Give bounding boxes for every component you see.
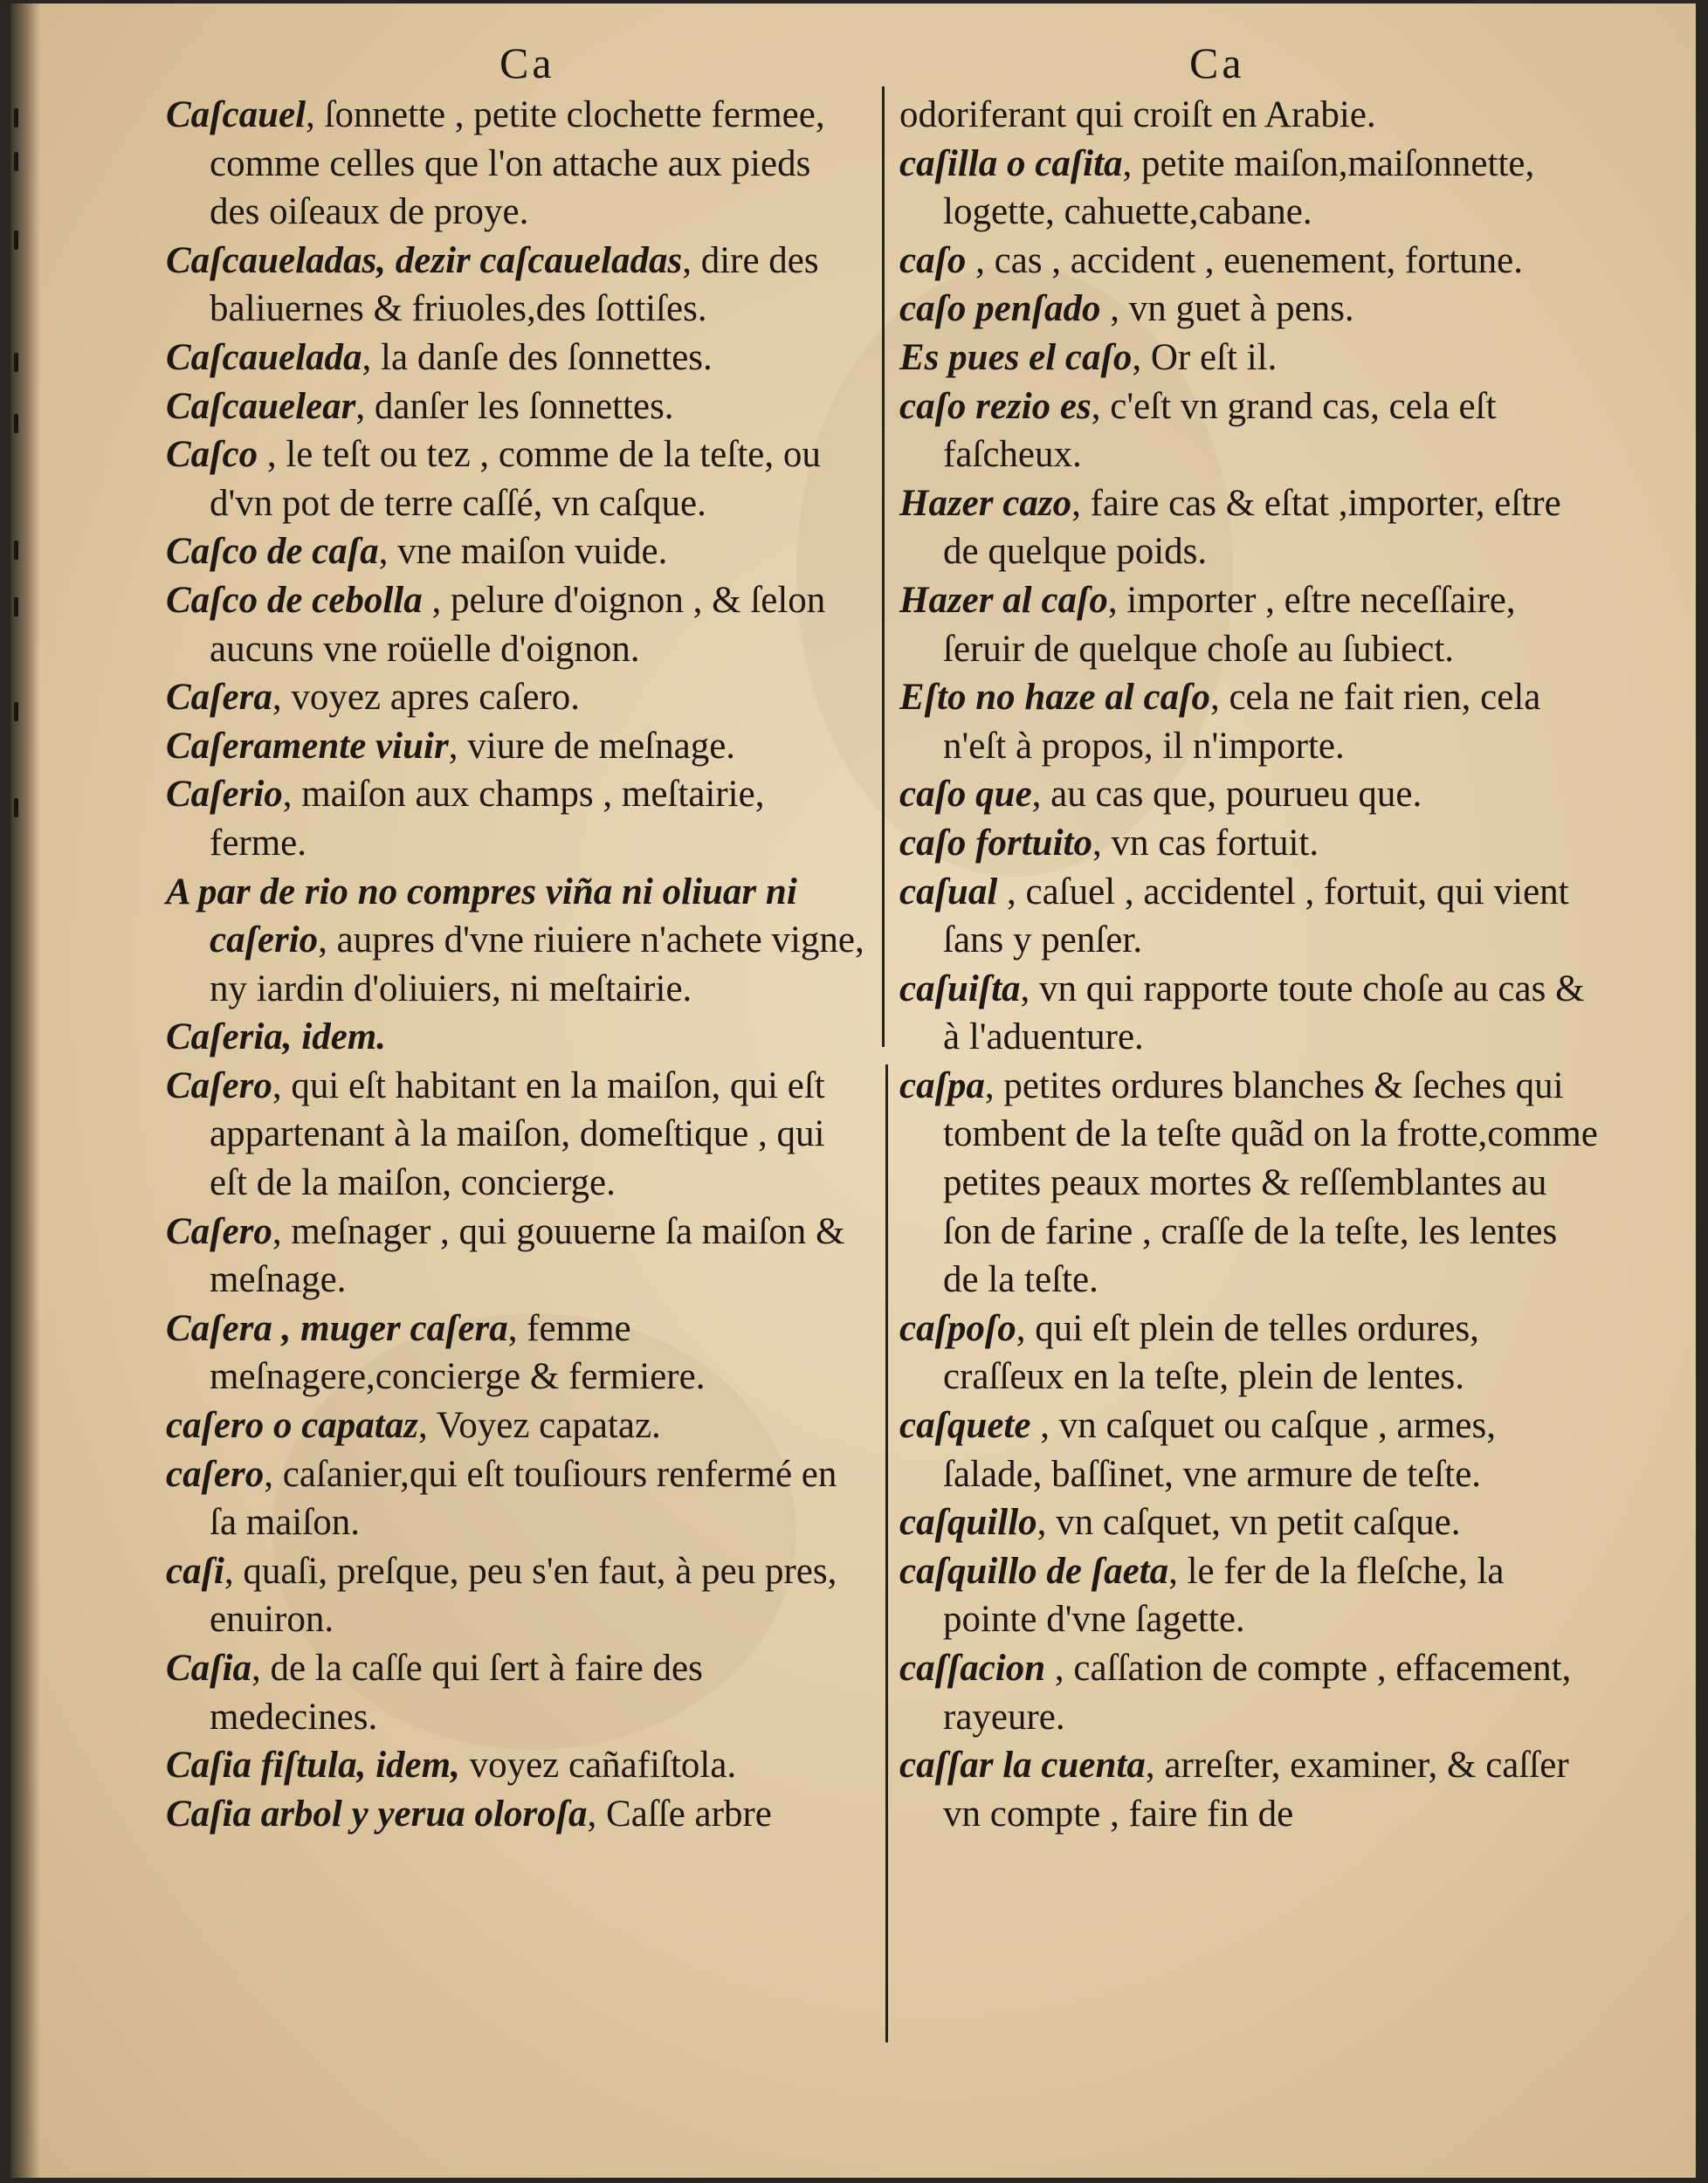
right-column [899,91,1598,1838]
dictionary-entry [166,1062,864,1208]
entry-definition: , femme meſnagere,concierge & fermiere. [210,1307,706,1398]
entry-headword: Caſia fiſtula, idem, [166,1745,460,1787]
entry-headword: caſquete [899,1405,1031,1447]
entry-headword: caſquillo [899,1502,1037,1544]
entry-definition: , vn caſquet, vn petit caſque. [1037,1502,1461,1544]
entry-headword: Caſeramente viuir [166,725,449,767]
dictionary-entry [166,1741,864,1790]
dictionary-entry [899,285,1598,334]
entry-definition: , vn guet à pens. [1100,288,1354,330]
entry-definition: , Voyez capataz. [418,1405,661,1447]
entry-headword: Caſia arbol y yerua oloroſa [166,1793,588,1835]
left-column [166,91,864,1838]
dictionary-entry [166,334,864,382]
entry-headword: Caſia [166,1648,251,1689]
entry-definition: , danſer les ſonnettes. [355,385,674,427]
entry-headword: Hazer al caſo [899,579,1108,621]
entry-definition: , aupres d'vne riuiere n'achete vigne, ny iardin d'oliuiers, ni meſtairie. [210,919,864,1009]
entry-definition: , caſſation de compte , effacement, rayeure. [943,1648,1572,1738]
entry-headword: Es pues el caſo [899,336,1133,378]
dictionary-entry [899,819,1598,868]
entry-definition: odoriferant qui croiſt en Arabie. [899,94,1376,135]
entry-headword: caſero [166,1453,265,1495]
entry-definition: , maiſon aux champs , meſtairie, ferme. [210,774,765,864]
entry-headword: Hazer cazo [899,482,1072,524]
entry-definition: , arreſter, examiner, & caſſer vn compte , faire fin de [943,1745,1569,1835]
dictionary-entry [166,1547,864,1644]
dictionary-entry [166,430,864,527]
entry-headword: Eſto no haze al caſo [899,677,1210,719]
entry-headword: Caſeria, idem. [166,1016,386,1058]
entry-headword: caſero o capataz [166,1405,418,1447]
entry-headword: Caſcauelada [166,336,362,378]
entry-definition: , importer , eſtre neceſſaire, ſeruir de quelque choſe au ſubiect. [943,579,1516,670]
entry-headword: Caſerio [166,774,283,816]
entry-definition: , au cas que, pourueu que. [1031,774,1422,816]
entry-definition: , vn qui rapporte toute choſe au cas & à l'aduenture. [943,968,1585,1058]
dictionary-page [10,3,1696,2178]
entry-definition: , caſuel , accidentel , fortuit, qui vient ſans y penſer. [943,871,1569,961]
left-column-header: Ca [499,38,555,87]
dictionary-entry [899,1741,1598,1838]
entry-headword: caſſar la cuenta [899,1745,1146,1787]
column-divider-lower [885,1064,888,2042]
entry-headword: caſi [166,1550,224,1592]
dictionary-entry [899,479,1598,576]
entry-definition: , meſnager , qui gouuerne ſa maiſon & meſnage. [210,1210,845,1301]
dictionary-entry [899,1062,1598,1305]
entry-definition: , voyez apres caſero. [272,677,580,719]
dictionary-entry [899,140,1598,237]
dictionary-entry [899,91,1598,140]
dictionary-entry [166,1013,864,1062]
entry-definition: , faire cas & eſtat ,importer, eſtre de quelque poids. [943,482,1561,573]
dictionary-entry [899,1498,1598,1547]
entry-headword: Caſera [166,677,272,719]
dictionary-entry [899,237,1598,286]
entry-headword: Caſcauel [166,94,306,135]
entry-headword: caſquillo de ſaeta [899,1550,1169,1592]
entry-definition: , petites ordures blanches & ſeches qui tombent de la teſte quãd on la frotte,comme petites peaux mortes & reſſemblantes au ſon de farine , craſſe de la teſte, les lentes de la teſte. [943,1064,1598,1301]
entry-definition: , de la caſſe qui ſert à faire des medecines. [210,1648,703,1738]
entry-definition: , cas , accident , euenement, fortune. [966,239,1523,281]
facing-page-edge [14,3,31,2178]
entry-headword: caſo rezio es [899,385,1092,427]
dictionary-entry [899,576,1598,673]
entry-headword: caſſacion [899,1648,1046,1689]
entry-definition: , qui eſt habitant en la maiſon, qui eſt appartenant à la maiſon, domeſtique , qui eſt de la maiſon, concierge. [210,1064,825,1204]
entry-headword: Caſco de caſa [166,531,379,573]
dictionary-entry [899,673,1598,770]
entry-headword: caſo que [899,774,1032,816]
entry-definition: , dire des baliuernes & friuoles,des ſottiſes. [210,239,819,330]
entry-definition: , vn cas fortuit. [1092,822,1319,864]
entry-definition: , c'eſt vn grand cas, cela eſt faſcheux. [943,385,1497,476]
dictionary-entry [166,1305,864,1401]
dictionary-entry [166,91,864,237]
dictionary-entry [166,576,864,673]
entry-definition: , quaſi, preſque, peu s'en faut, à peu pres, enuiron. [210,1550,837,1641]
entry-headword: Caſera , muger caſera [166,1307,508,1349]
entry-headword: Caſero [166,1210,272,1252]
dictionary-entry [166,527,864,576]
dictionary-entry [166,1450,864,1547]
entry-definition: , pelure d'oignon , & ſelon aucuns vne roüelle d'oignon. [210,579,826,670]
dictionary-entry [166,770,864,867]
dictionary-entry [899,1401,1598,1498]
entry-headword: Caſco [166,434,258,476]
entry-definition: , la danſe des ſonnettes. [362,336,713,378]
entry-headword: A par de rio no compres viña ni oliuar ni caſerio [166,871,797,961]
entry-definition: , viure de meſnage. [448,725,736,767]
entry-headword: Caſero [166,1064,272,1106]
dictionary-entry [899,770,1598,819]
column-divider-upper [882,86,885,1047]
right-column-header: Ca [1189,38,1245,87]
entry-definition: , vne maiſon vuide. [378,531,668,573]
dictionary-entry [899,965,1598,1062]
dictionary-entry [166,673,864,722]
dictionary-entry [899,1644,1598,1741]
entry-headword: caſo fortuito [899,822,1092,864]
dictionary-entry [899,1305,1598,1401]
dictionary-entry [166,868,864,1014]
entry-definition: , petite maiſon,maiſonnette, logette, cahuette,cabane. [943,142,1535,233]
entry-definition: , caſanier,qui eſt touſiours renfermé en ſa maiſon. [210,1453,837,1544]
entry-headword: caſo [899,239,967,281]
dictionary-entry [166,722,864,771]
entry-definition: , vn caſquet ou caſque , armes, ſalade, baſſinet, vne armure de teſte. [943,1405,1496,1495]
entry-headword: caſo penſado [899,288,1101,330]
entry-definition: voyez cañafiſtola. [459,1745,737,1787]
dictionary-entry [166,1644,864,1741]
entry-headword: Caſcauelear [166,385,356,427]
dictionary-entry [166,237,864,334]
entry-definition: , Caſſe arbre [587,1793,772,1835]
entry-definition: , ſonnette , petite clochette fermee, comme celles que l'on attache aux pieds des oiſeaux de proye. [210,94,825,233]
dictionary-entry [899,868,1598,965]
entry-headword: caſual [899,871,998,912]
entry-headword: caſuiſta [899,968,1021,1009]
dictionary-entry [166,382,864,431]
entry-definition: , le teſt ou tez , comme de la teſte, ou d'vn pot de terre caſſé, vn caſque. [210,434,821,524]
dictionary-entry [166,1208,864,1305]
dictionary-entry [899,334,1598,382]
dictionary-entry [899,1547,1598,1644]
entry-definition: , le fer de la fleſche, la pointe d'vne ſagette. [943,1550,1505,1641]
entry-definition: , cela ne fait rien, cela n'eſt à propos, il n'importe. [943,677,1541,767]
dictionary-entry [166,1790,864,1839]
dictionary-entry [166,1401,864,1450]
entry-headword: caſilla o caſita [899,142,1123,184]
entry-headword: Caſcaueladas, dezir caſcaueladas [166,239,683,281]
entry-definition: , Or eſt il. [1132,336,1278,378]
entry-headword: Caſco de cebolla [166,579,423,621]
entry-headword: caſpoſo [899,1307,1016,1349]
entry-definition: , qui eſt plein de telles ordures, craſſeux en la teſte, plein de lentes. [943,1307,1479,1398]
dictionary-entry [899,382,1598,479]
entry-headword: caſpa [899,1064,985,1106]
